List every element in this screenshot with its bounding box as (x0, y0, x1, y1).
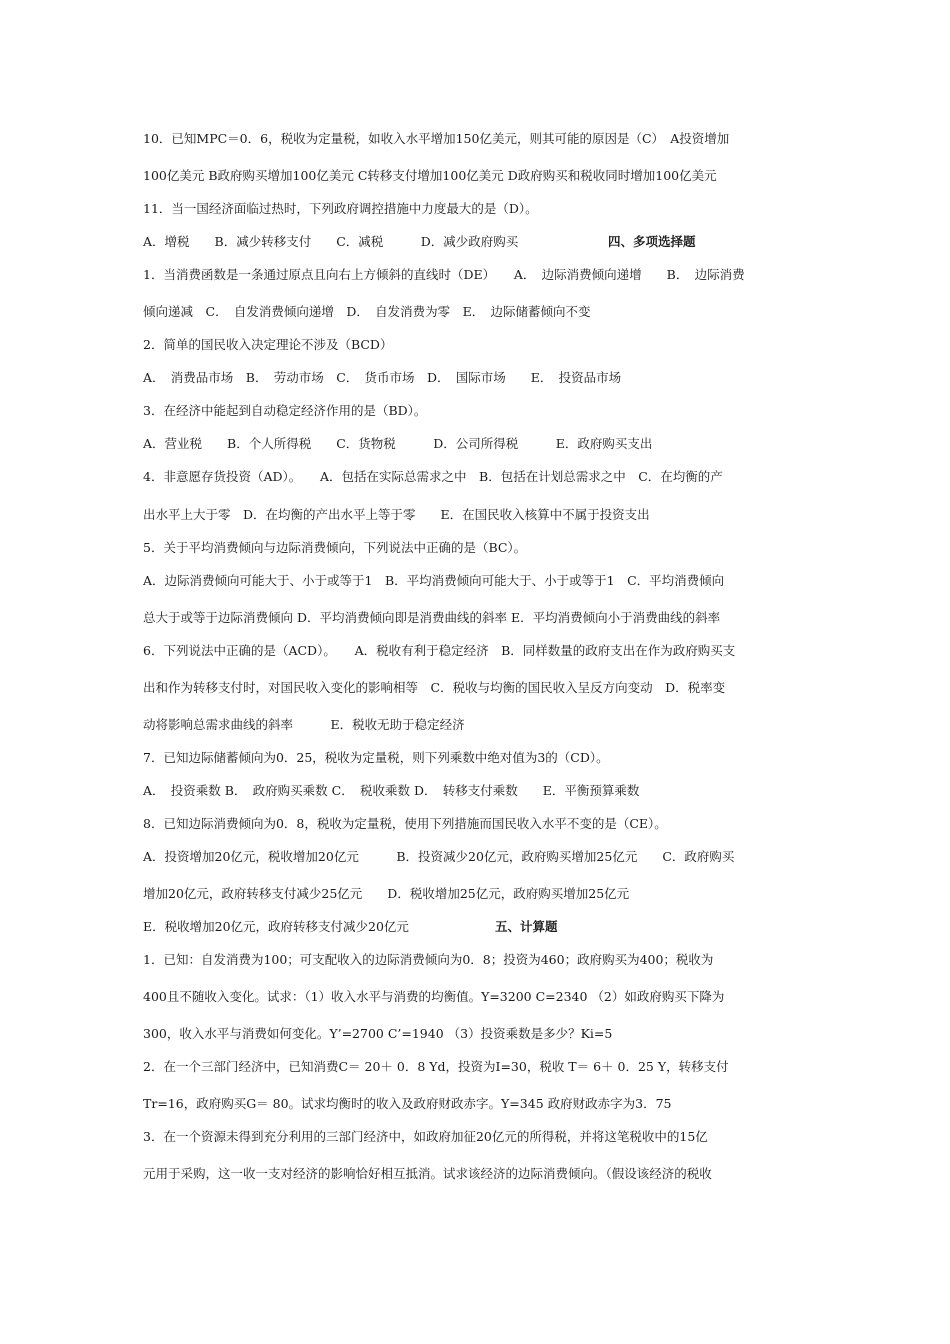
text-line: 1．已知：自发消费为100；可支配收入的边际消费倾向为0．8；投资为460；政府购买为400；税收为 (143, 952, 714, 967)
text-line: 1．当消费函数是一条通过原点且向右上方倾斜的直线时（DE） A． 边际消费倾向递增 B． 边际消费 (143, 267, 745, 282)
text-line: 出水平上大于零 D．在均衡的产出水平上等于零 E．在国民收入核算中不属于投资支出 (143, 507, 650, 522)
text-line: 400且不随收入变化。试求：（1）收入水平与消费的均衡值。Y=3200 C=2340 （2）如政府购买下降为 (143, 989, 725, 1004)
text-line: A． 投资乘数 B． 政府购买乘数 C． 税收乘数 D． 转移支付乘数 E．平衡预算乘数 (143, 783, 640, 798)
text-line: 倾向递减 C． 自发消费倾向递增 D． 自发消费为零 E． 边际储蓄倾向不变 (143, 304, 591, 319)
text-line: 2．在一个三部门经济中，已知消费C＝ 20＋ 0．8 Yd，投资为I=30，税收 T＝ 6＋ 0．25 Y，转移支付 (143, 1059, 729, 1074)
section-heading-calculation: 五、计算题 (495, 919, 558, 934)
text-line: 总大于或等于边际消费倾向 D．平均消费倾向即是消费曲线的斜率 E．平均消费倾向小于消费曲线的斜率 (143, 610, 721, 625)
text-line: 5．关于平均消费倾向与边际消费倾向，下列说法中正确的是（BC）。 (143, 540, 527, 555)
text-line: 10．已知MPC＝0．6，税收为定量税，如收入水平增加150亿美元，则其可能的原因是（C） A投资增加 (143, 131, 730, 146)
text-line: A．增税 B．减少转移支付 C．减税 D．减少政府购买 (143, 234, 519, 249)
text-line: A．投资增加20亿元，税收增加20亿元 B．投资减少20亿元，政府购买增加25亿元 C．政府购买 (143, 849, 735, 864)
text-line: 8．已知边际消费倾向为0．8，税收为定量税，使用下列措施而国民收入水平不变的是（CE）。 (143, 816, 667, 831)
text-line: A． 消费品市场 B． 劳动市场 C． 货币市场 D． 国际市场 E． 投资品市场 (143, 370, 622, 385)
text-line: 动将影响总需求曲线的斜率 E．税收无助于稳定经济 (143, 717, 465, 732)
text-line: E．税收增加20亿元，政府转移支付减少20亿元 (143, 919, 409, 934)
text-line: 7．已知边际储蓄倾向为0．25，税收为定量税，则下列乘数中绝对值为3的（CD）。 (143, 750, 609, 765)
text-line: A．边际消费倾向可能大于、小于或等于1 B．平均消费倾向可能大于、小于或等于1 C．平均消费倾向 (143, 573, 725, 588)
text-line: 2．简单的国民收入决定理论不涉及（BCD） (143, 337, 393, 352)
text-line: 300，收入水平与消费如何变化。Y’=2700 C’=1940 （3）投资乘数是多少？Ki=5 (143, 1026, 613, 1041)
text-line: Tr=16，政府购买G＝ 80。试求均衡时的收入及政府财政赤字。Y=345 政府财政赤字为3．75 (143, 1096, 672, 1111)
section-heading-multiple-choice: 四、多项选择题 (608, 234, 696, 249)
text-line: 4．非意愿存货投资（AD）。 A．包括在实际总需求之中 B．包括在计划总需求之中 C．在均衡的产 (143, 469, 723, 484)
text-line: A．营业税 B．个人所得税 C．货物税 D．公司所得税 E．政府购买支出 (143, 436, 653, 451)
text-line: 增加20亿元，政府转移支付减少25亿元 D．税收增加25亿元，政府购买增加25亿元 (143, 886, 630, 901)
text-line: 出和作为转移支付时，对国民收入变化的影响相等 C．税收与均衡的国民收入呈反方向变动 D．税率变 (143, 680, 726, 695)
text-line: 6．下列说法中正确的是（ACD）。 A．税收有利于稳定经济 B．同样数量的政府支出在作为政府购买支 (143, 643, 736, 658)
text-line: 11．当一国经济面临过热时，下列政府调控措施中力度最大的是（D）。 (143, 201, 538, 216)
text-line: 100亿美元 B政府购买增加100亿美元 C转移支付增加100亿美元 D政府购买和税收同时增加100亿美元 (143, 168, 717, 183)
text-line: 元用于采购，这一收一支对经济的影响恰好相互抵消。试求该经济的边际消费倾向。（假设该经济的税收 (143, 1166, 712, 1181)
text-line: 3．在一个资源未得到充分利用的三部门经济中，如政府加征20亿元的所得税，并将这笔税收中的15亿 (143, 1129, 708, 1144)
text-line: 3．在经济中能起到自动稳定经济作用的是（BD）。 (143, 403, 427, 418)
